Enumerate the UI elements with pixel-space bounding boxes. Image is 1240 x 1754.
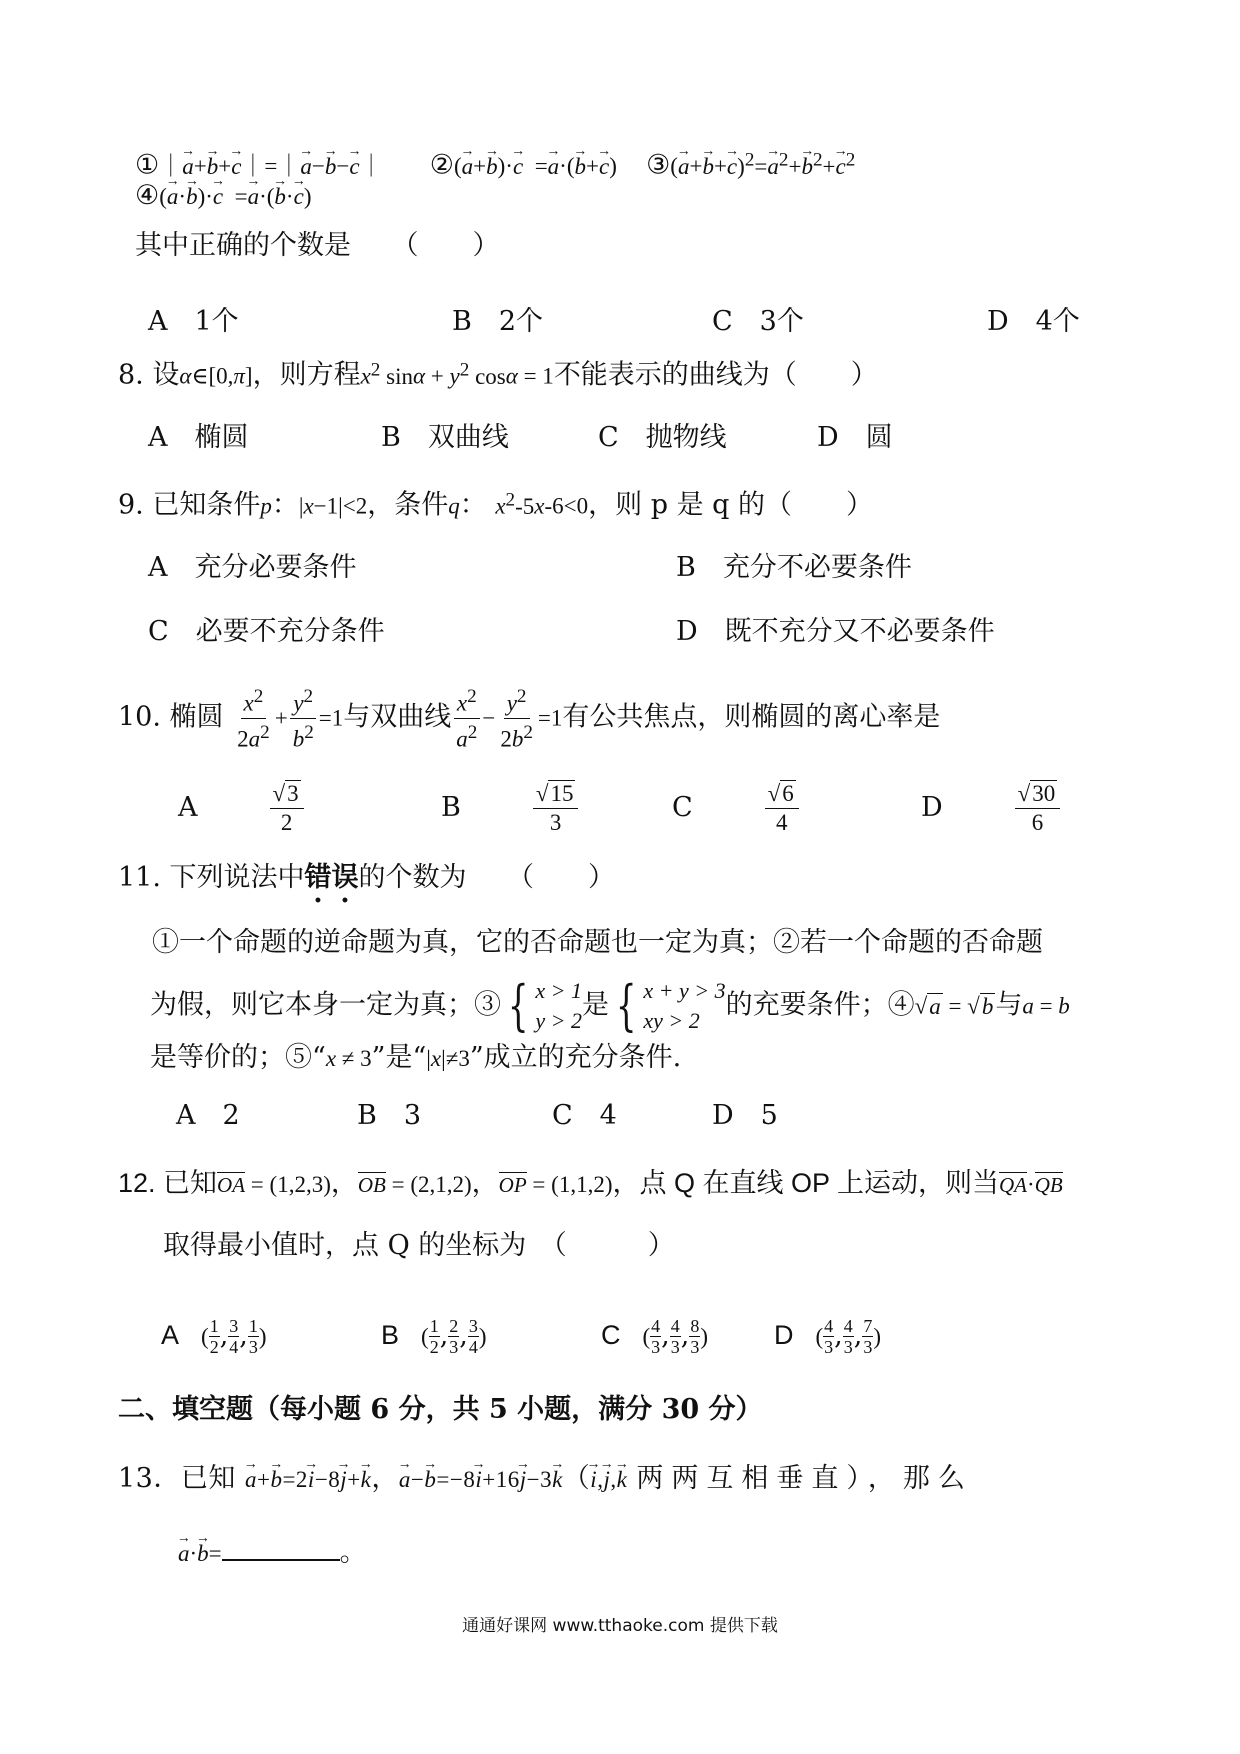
- q8-stem: 8. 设α∈[0,π]，则方程$x^2$ $\sin\alpha + y^2$ cosα = 1不能表示的曲线为（ ）: [118, 359, 878, 391]
- section-2-title: 二、填空题（每小题 6 分，共 5 小题，满分 30 分）: [118, 1394, 763, 1425]
- q12-option-d: D ( $\frac{4}{3}$ , $\frac{4}{3}$ , $\frac{7}{3}$ ): [774, 1316, 882, 1357]
- q11-line2: 为假，则它本身一定为真；③ { x > 1 y > 2 是 { x + y > 3 xy > 2 的充要条件；④√a = √b与a = b: [150, 974, 1070, 1037]
- q7-line1: ①｜→ a+→ b+→ c｜=｜→ a−→ b−→ c｜ ②(→ a+→ b)·→ c =→ a·(→ b+→ c) ③(→ $a+\to b+\to c)^2=\to a^2+\to b^2+\to c^2$: [135, 142, 855, 185]
- q13-answer-blank[interactable]: [222, 1533, 340, 1561]
- q12-stem: 12. 已知OA = (1,2,3)，OB = (2,1,2)，OP = (1,1,2)，点 Q 在直线 OP 上运动，则当QA·QB: [118, 1168, 1063, 1199]
- q7-prompt: 其中正确的个数是 （ ）: [135, 230, 500, 261]
- q11-option-c: C 4: [552, 1100, 617, 1131]
- q11-option-b: B 3: [357, 1100, 422, 1131]
- q11-stem: 11. 下列说法中错误的个数为 （ ）: [118, 862, 616, 893]
- q11-line3: 是等价的；⑤“x ≠ 3”是“|x|≠3”成立的充分条件.: [150, 1042, 682, 1073]
- q9-option-d: D 既不充分又不必要条件: [676, 616, 995, 647]
- q8-option-a: A 椭圆: [148, 422, 249, 453]
- q12-option-a: A ( $\frac{1}{2}$ , $\frac{3}{4}$ , $\frac{1}{3}$ ): [161, 1316, 267, 1357]
- q13-stem: 13．已知 → a+→ b=2→ i−8→ j+→ k，→ a−→ b=−8→ i+16→ j−3→ k（→ i,→ j,→ k 两两互相垂直），那么: [118, 1461, 973, 1498]
- q7-option-c: C 3个: [712, 306, 804, 337]
- q10-stem: 10. 椭圆 $\frac{x^2}{2a^2}$ + $\frac{y^2}{b^2}$ =1与双曲线 $\frac{x^2}{a^2}$ − $\frac{y^2}{2b^2}$ =1有公共焦点，则椭圆的离心率是: [118, 683, 940, 753]
- q11-option-d: D 5: [712, 1100, 778, 1131]
- q9-option-b: B 充分不必要条件: [676, 552, 912, 583]
- q10-option-d: D $\frac{√30}{6}$: [921, 780, 1062, 837]
- q8-option-b: B 双曲线: [381, 422, 509, 453]
- q7-option-d: D 4个: [987, 306, 1080, 337]
- q13-line2: → a·→ b= 。: [178, 1533, 367, 1572]
- q7-option-b: B 2个: [452, 306, 544, 337]
- q8-option-d: D 圆: [817, 422, 893, 453]
- q9-option-a: A 充分必要条件: [148, 552, 357, 583]
- q11-line1: ①一个命题的逆命题为真，它的否命题也一定为真；②若一个命题的否命题: [152, 927, 1043, 958]
- q11-option-a: A 2: [176, 1100, 240, 1131]
- q12-line2: 取得最小值时，点 Q 的坐标为 （ ）: [163, 1230, 675, 1261]
- q12-option-c: C ( $\frac{4}{3}$ , $\frac{4}{3}$ , $\frac{8}{3}$ ): [601, 1316, 709, 1357]
- q10-option-a: A $\frac{√3}{2}$: [178, 780, 306, 837]
- q7-option-a: A 1个: [148, 306, 239, 337]
- q12-option-b: B ( $\frac{1}{2}$ , $\frac{2}{3}$ , $\frac{3}{4}$ ): [381, 1316, 487, 1357]
- q7-line2: ④(→ a·→ b)·→ c =→ a·(→ b·→ c): [135, 178, 311, 215]
- q10-option-b: B $\frac{√15}{3}$: [441, 780, 580, 837]
- q9-option-c: C 必要不充分条件: [148, 616, 385, 647]
- footer: 通通好课网 www.tthaoke.com 提供下载: [462, 1616, 778, 1636]
- q8-option-c: C 抛物线: [598, 422, 727, 453]
- q9-stem: 9. 已知条件p：|x−1|<2，条件q： $x^2-5x-6<0$，则 p 是 q 的（ ）: [118, 489, 874, 521]
- q10-option-c: C $\frac{√6}{4}$: [672, 780, 801, 837]
